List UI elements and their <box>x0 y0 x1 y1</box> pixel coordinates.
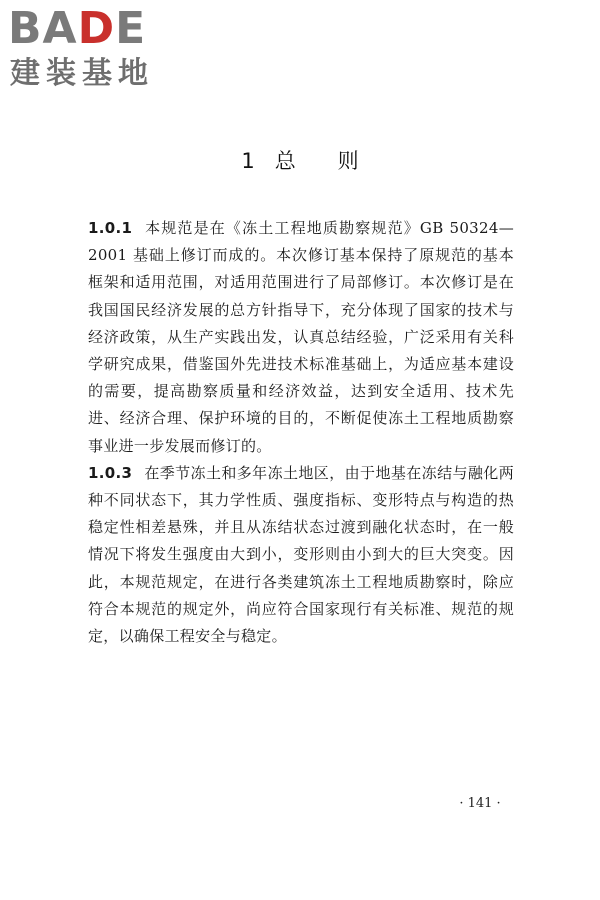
bade-logo <box>8 4 178 96</box>
chapter-number: 1 <box>241 149 255 173</box>
logo-wordmark-accent: D <box>77 3 116 54</box>
logo-wordmark-left: BA <box>8 3 78 54</box>
chapter-title <box>0 146 600 176</box>
clause-text: 本规范是在《冻土工程地质勘察规范》GB 50324—2001 基础上修订而成的。本次修订基本保持了原规范的基本框架和适用范围，对适用范围进行了局部修订。本次修订是在我国国民经济发展的总方针指导下，充分体现了国家的技术与经济政策，从生产实践出发，认真总结经验，广泛采用有关科学研究成果，借鉴国外先进技术标准基础上，为适应基本建设的需要，提高勘察质量和经济效益，达到安全适用、技术先进、经济合理、保护环境的目的，不断促使冻土工程地质勘察事业进一步发展而修订的。 <box>88 219 514 455</box>
page-number: · 141 · <box>459 796 501 811</box>
clause-number: 1.0.3 <box>88 463 133 482</box>
clause-paragraph <box>88 215 514 460</box>
chapter-name: 总则 <box>274 149 401 173</box>
logo-wordmark-right: E <box>115 3 147 54</box>
clause-number: 1.0.1 <box>88 219 133 237</box>
clause-text: 在季节冻土和多年冻土地区，由于地基在冻结与融化两种不同状态下，其力学性质、强度指标、变形特点与构造的热稳定性相差悬殊，并且从冻结状态过渡到融化状态时，在一般情况下将发生强度由大到小，变形则由小到大的巨大突变。因此，本规范规定，在进行各类建筑冻土工程地质勘察时，除应符合本规范的规定外，尚应符合国家现行有关标准、规范的规定，以确保工程安全与稳定。 <box>88 463 514 646</box>
logo-chinese-name: 建装基地 <box>10 56 154 91</box>
body-text <box>88 215 514 650</box>
logo-wordmark <box>8 4 146 54</box>
clause-paragraph <box>88 460 514 650</box>
